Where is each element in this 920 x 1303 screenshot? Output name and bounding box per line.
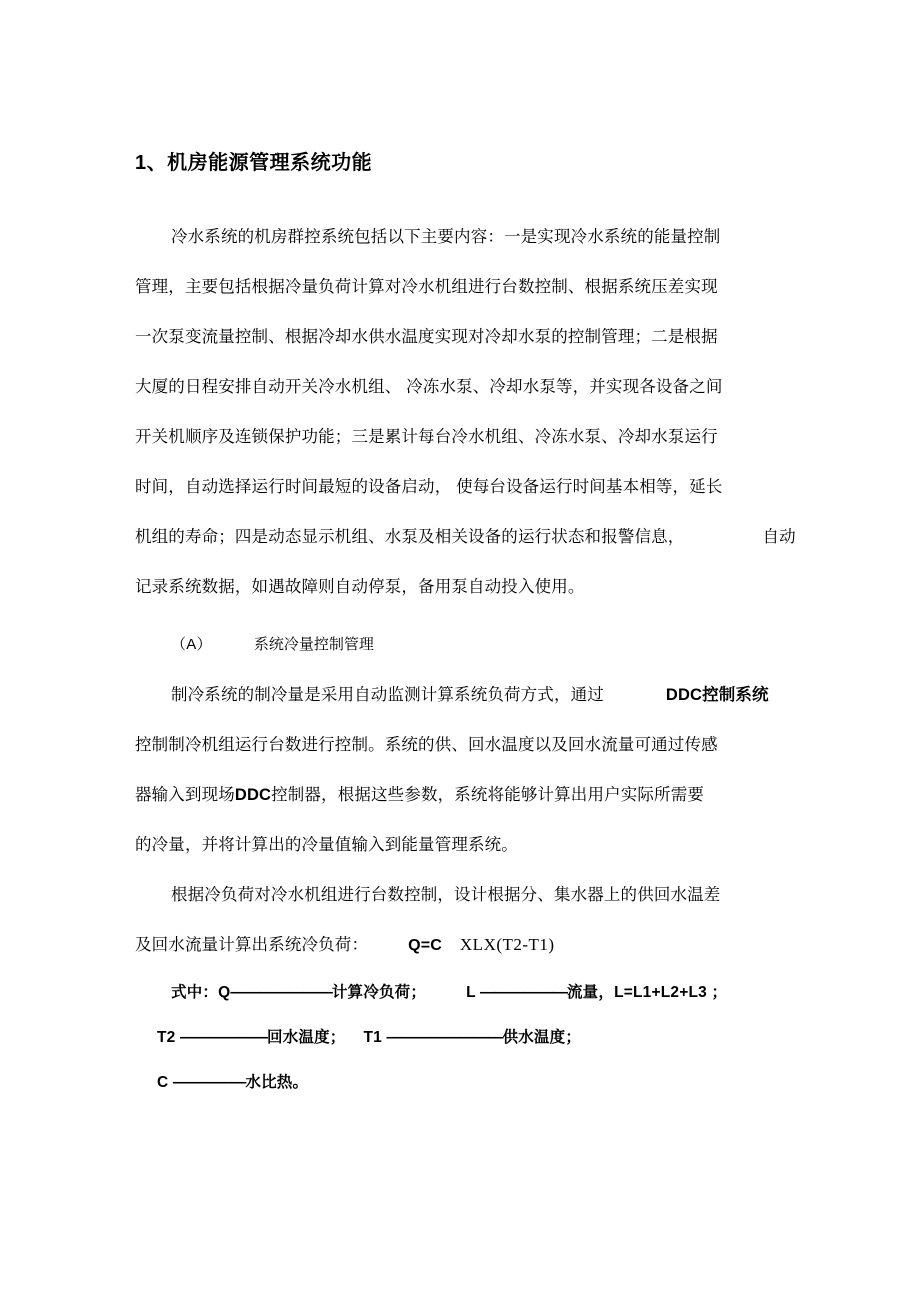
formula-line (135, 920, 795, 970)
text-line: 冷水系统的机房群控系统包括以下主要内容：一是实现冷水系统的能量控制 (171, 228, 721, 246)
text-run: 器输入到现场 (135, 786, 235, 804)
legend-line (135, 1015, 795, 1060)
text-run: 计算冷负荷； (331, 984, 427, 1001)
text-run: 水比热。 (245, 1074, 309, 1091)
paragraph-cooling-control (135, 670, 795, 870)
dash-run: ————— (172, 1074, 246, 1091)
text-run: T1 (363, 1029, 387, 1046)
text-line: 根据冷负荷对冷水机组进行台数控制，设计根据分、集水器上的供回水温差 (171, 886, 721, 904)
formula-prefix: Q=C (408, 937, 442, 954)
text-line (135, 512, 795, 562)
text-run: 制冷系统的制冷量是采用自动监测计算系统负荷方式，通过 (171, 686, 604, 704)
text-line: 时间，自动选择运行时间最短的设备启动， 使每台设备运行时间基本相等，延长 (135, 478, 723, 496)
text-line (135, 770, 795, 820)
text-run: 流量，L=L1+L2+L3 ； (566, 984, 728, 1001)
text-run: 式中：Q (171, 984, 231, 1001)
text-line: 大厦的日程安排自动开关冷水机组、 冷冻水泵、冷却水泵等，并实现各设备之间 (135, 378, 723, 396)
legend-line (135, 970, 795, 1015)
dash-run: —————— (479, 984, 567, 1001)
subheading-text: 系统冷量控制管理 (253, 636, 374, 653)
text-run: 控制器，根据这些参数，系统将能够计算出用户实际所需要 (271, 786, 705, 804)
subheading-label: （A） (171, 636, 212, 653)
text-run: 供水温度； (502, 1029, 582, 1046)
text-run: C (157, 1074, 173, 1091)
text-run-bold: DDC (234, 786, 272, 804)
text-run: 自动 (762, 528, 796, 546)
page-title: 1、机房能源管理系统功能 (135, 152, 373, 174)
text-line: 的冷量，并将计算出的冷量值输入到能量管理系统。 (135, 836, 518, 854)
dash-run: ——————— (230, 984, 332, 1001)
text-line: 控制制冷机组运行台数进行控制。系统的供、回水温度以及回水流量可通过传感 (135, 736, 718, 754)
document-content (135, 148, 795, 1105)
dash-run: ———————— (386, 1029, 503, 1046)
dash-run: —————— (180, 1029, 267, 1046)
text-run: 回水温度； (267, 1029, 346, 1046)
text-line (135, 670, 795, 720)
formula-legend (135, 970, 795, 1105)
subheading-a (135, 620, 795, 670)
paragraph-overview (135, 212, 795, 612)
text-line: 管理，主要包括根据冷量负荷计算对冷水机组进行台数控制、根据系统压差实现 (135, 278, 718, 296)
paragraph-load-formula (135, 870, 795, 970)
text-run-bold: DDC控制系统 (665, 686, 769, 704)
text-line: 记录系统数据，如遇故障则自动停泵，备用泵自动投入使用。 (135, 578, 585, 596)
text-run: 机组的寿命；四是动态显示机组、水泵及相关设备的运行状态和报警信息， (135, 528, 685, 546)
text-line: 一次泵变流量控制、根据冷却水供水温度实现对冷却水泵的控制管理；二是根据 (135, 328, 718, 346)
legend-line (135, 1060, 795, 1105)
formula-body: XLX(T2-T1) (459, 935, 555, 954)
text-run: T2 (157, 1029, 180, 1046)
text-run: 及回水流量计算出系统冷负荷： (135, 936, 369, 954)
text-run: L (466, 984, 480, 1001)
text-line: 开关机顺序及连锁保护功能；三是累计每台冷水机组、冷冻水泵、冷却水泵运行 (135, 428, 718, 446)
